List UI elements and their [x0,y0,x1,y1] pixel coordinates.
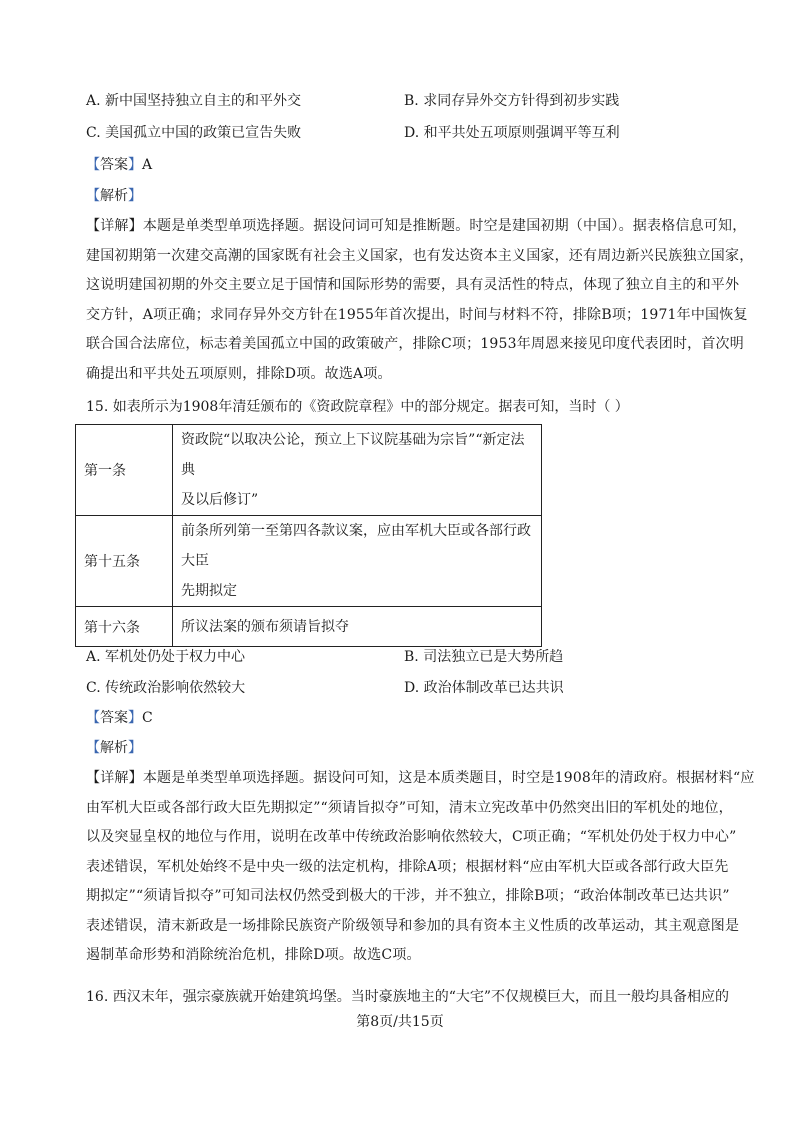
table-cell-text [173,607,542,647]
table-cell-label: 第十六条 [76,607,173,647]
table-row [76,516,542,607]
detail-line: 本题是单类型单项选择题。据设问词可知是推断题。时空是建国初期（中国）。据表格信息可知， [142,218,747,234]
table-cell-line: 先期拟定 [181,583,237,599]
answer-label: 答案 [100,710,128,726]
table-cell-label: 第十五条 [76,516,173,607]
table-cell-text [173,516,542,607]
question-15-stem: 15. 如表所示为1908年清廷颁布的《资政院章程》中的部分规定。据表可知，当时（ ） [86,399,629,415]
table-row [76,425,542,516]
answer-value: A [142,157,153,173]
analysis-label: 解析 [100,740,128,756]
q15-option-b: B. 司法独立已是大势所趋 [404,649,564,665]
analysis-label: 解析 [100,188,128,204]
detail-label: 详解 [100,218,129,234]
q15-detail-paragraph: 【详解】本题是单类型单项选择题。据设问可知，这是本质类题目，时空是1908年的清政府。根据材料“应 由军机大臣或各部行政大臣先期拟定”“须请旨拟夺”可知，清末立宪改革中仍然突出旧的军机处的地位， 以及突显皇权的地位与作用，说明在改革中传统政治影响依然较大，C项正确；“军机处仍处于权力中心” 表述错误，军机处始终不是中央一级的法定机构，排除A项；根据材料“应由军机大臣或各部行政大臣先 期拟定”“须请旨拟夺”可知司法权仍然受到极大的干涉，并不独立，排除B项；“政治体制改革已达共识” 表述错误，清末新政是一场排除民族资产阶级领导和参加的具有资本主义性质的改革运动，其主观意图是 遏制革命形势和消除统治危机，排除D项。故选C项。 [86,764,726,971]
table-cell-line: 前条所列第一至第四各款议案，应由军机大臣或各部行政大臣 [181,523,531,569]
q15-option-a: A. 军机处仍处于权力中心 [86,649,246,665]
prev-option-c: C. 美国孤立中国的政策已宣告失败 [86,125,302,141]
table-cell-text [173,425,542,516]
detail-label: 详解 [100,770,129,786]
table-row [76,607,542,647]
detail-line: 以及突显皇权的地位与作用，说明在改革中传统政治影响依然较大，C项正确；“军机处仍处于权力中心” [86,829,737,845]
detail-line: 联合国合法席位，标志着美国孤立中国的政策破产，排除C项；1953年周恩来接见印度代表团时，首次明 [86,336,744,352]
rules-table [75,424,542,647]
detail-line: 期拟定”“须请旨拟夺”可知司法权仍然受到极大的干涉，并不独立，排除B项；“政治体制改革已达共识” [86,888,730,904]
prev-detail-paragraph: 【详解】本题是单类型单项选择题。据设问词可知是推断题。时空是建国初期（中国）。据表格信息可知， 建国初期第一次建交高潮的国家既有社会主义国家，也有发达资本主义国家，还有周边新兴民族独立国家， 这说明建国初期的外交主要立足于国情和国际形势的需要，具有灵活性的特点，体现了独立自主的和平外 交方针，A项正确；求同存异外交方针在1955年首次提出，时间与材料不符，排除B项；1971年中国恢复 联合国合法席位，标志着美国孤立中国的政策破产，排除C项；1953年周恩来接见印度代表团时，首次明 确提出和平共处五项原则，排除D项。故选A项。 [86,212,726,389]
detail-line: 确提出和平共处五项原则，排除D项。故选A项。 [86,365,392,382]
prev-answer: 【答案】A [86,157,153,173]
page-footer: 第8页/共15页 [356,1014,444,1030]
prev-option-b: B. 求同存异外交方针得到初步实践 [404,93,620,109]
detail-line: 由军机大臣或各部行政大臣先期拟定”“须请旨拟夺”可知，清末立宪改革中仍然突出旧的军机处的地位， [86,799,733,816]
table-cell-line: 所议法案的颁布须请旨拟夺 [181,618,349,635]
detail-line: 交方针，A项正确；求同存异外交方针在1955年首次提出，时间与材料不符，排除B项；1971年中国恢复 [86,306,748,323]
detail-line: 本题是单类型单项选择题。据设问可知，这是本质类题目，时空是1908年的清政府。根据材料“应 [142,770,755,786]
q15-option-c: C. 传统政治影响依然较大 [86,680,246,696]
detail-line: 建国初期第一次建交高潮的国家既有社会主义国家，也有发达资本主义国家，还有周边新兴民族独立国家， [86,247,754,264]
detail-line: 表述错误，清末新政是一场排除民族资产阶级领导和参加的具有资本主义性质的改革运动，其主观意图是 [86,917,740,934]
q15-option-d: D. 政治体制改革已达共识 [404,680,564,696]
detail-line: 遏制革命形势和消除统治危机，排除D项。故选C项。 [86,947,421,963]
prev-analysis-heading: 【解析】 [86,188,142,204]
table-cell-label: 第一条 [76,425,173,516]
prev-option-d: D. 和平共处五项原则强调平等互利 [404,125,620,141]
q15-analysis-heading: 【解析】 [86,740,142,756]
answer-value: C [142,710,153,726]
detail-line: 这说明建国初期的外交主要立足于国情和国际形势的需要，具有灵活性的特点，体现了独立自主的和平外 [86,277,740,293]
answer-label: 答案 [100,157,128,173]
table-cell-line: 资政院“以取决公论，预立上下议院基础为宗旨”“新定法典 [181,432,525,478]
table-cell-line: 及以后修订” [181,492,259,508]
question-16-stem: 16. 西汉末年，强宗豪族就开始建筑坞堡。当时豪族地主的“大宅”不仅规模巨大，而且一般均具备相应的 [86,989,730,1005]
prev-option-a: A. 新中国坚持独立自主的和平外交 [86,93,302,109]
detail-line: 表述错误，军机处始终不是中央一级的法定机构，排除A项；根据材料“应由军机大臣或各部行政大臣先 [86,858,729,875]
q15-answer: 【答案】C [86,710,153,726]
